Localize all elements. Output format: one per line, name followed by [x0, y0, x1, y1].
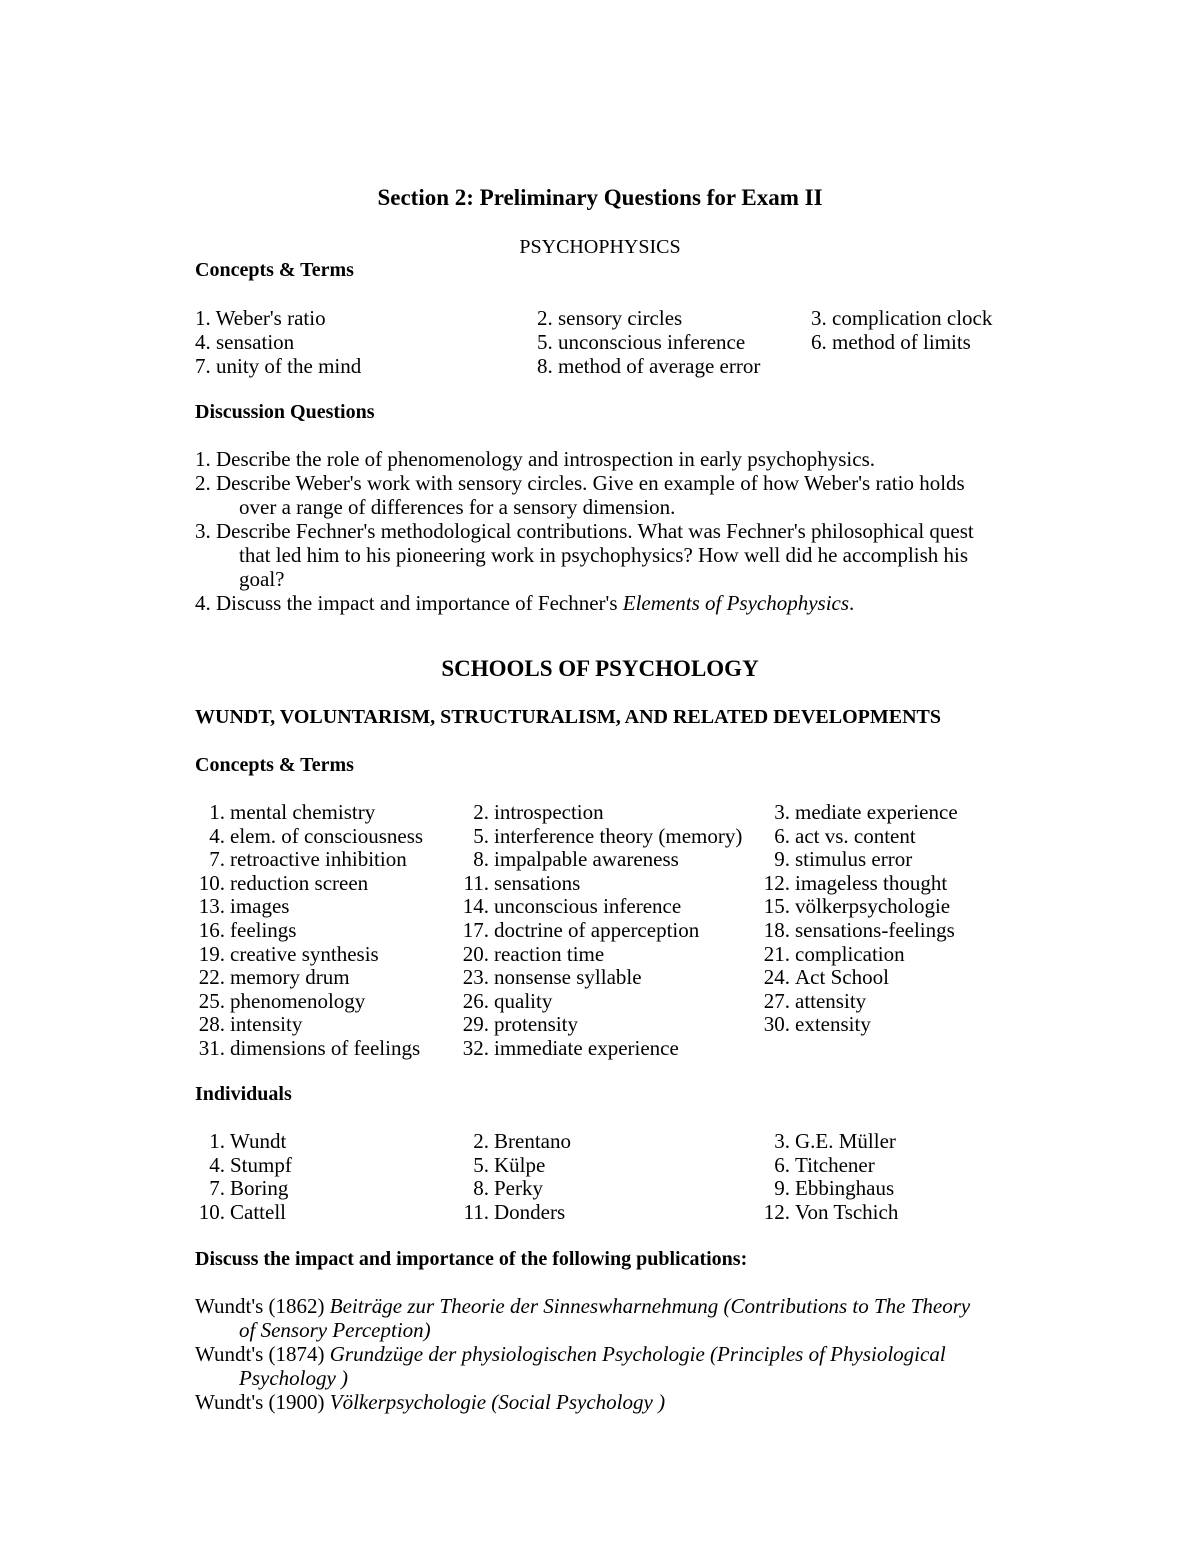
concepts-terms-heading: Concepts & Terms	[195, 259, 354, 281]
school-term-row	[0, 1012, 1200, 1036]
school-term-number: 20.	[462, 941, 489, 966]
school-term-number: 27.	[763, 988, 790, 1013]
school-term-number: 2.	[473, 800, 489, 824]
publication-1-title-cont: of Sensory Perception)	[239, 1318, 431, 1342]
individual-text: Titchener	[795, 1152, 875, 1177]
individual-number: 5.	[473, 1152, 489, 1177]
term-item: 5. unconscious inference	[537, 330, 746, 354]
individual-text: Brentano	[494, 1129, 571, 1153]
individual-text: Stumpf	[230, 1152, 292, 1177]
school-term-text: reduction screen	[230, 870, 369, 895]
term-row	[0, 306, 1200, 330]
school-term-number: 30.	[763, 1012, 790, 1037]
school-term-row	[0, 824, 1200, 848]
school-term-text: retroactive inhibition	[230, 847, 407, 872]
term-item: 4. sensation	[195, 330, 295, 354]
school-term-text: interference theory (memory)	[494, 823, 743, 848]
school-term-row	[0, 965, 1200, 989]
publications-heading: Discuss the impact and importance of the following publications:	[195, 1248, 748, 1270]
school-term-text: Act School	[795, 965, 889, 990]
school-term-text: protensity	[494, 1012, 578, 1037]
school-term-row	[0, 800, 1200, 824]
school-term-number: 3.	[774, 800, 790, 824]
school-term-text: dimensions of feelings	[230, 1036, 421, 1060]
publications-list	[195, 1294, 1080, 1414]
publication-2-title: Grundzüge der physiologischen Psychologie (Principles of Physiological	[329, 1342, 946, 1366]
discussion-questions-heading: Discussion Questions	[195, 401, 375, 423]
question-4	[195, 591, 1080, 615]
school-term-number: 26.	[462, 988, 489, 1013]
school-term-text: reaction time	[494, 941, 605, 966]
individual-row	[0, 1153, 1200, 1177]
school-term-number: 10.	[198, 870, 225, 895]
term-item: 8. method of average error	[537, 354, 761, 378]
individuals-heading: Individuals	[195, 1083, 292, 1105]
individual-number: 2.	[473, 1129, 489, 1153]
school-term-number: 31.	[198, 1036, 225, 1060]
school-term-text: images	[230, 894, 290, 919]
term-row	[0, 330, 1200, 354]
school-term-row	[0, 942, 1200, 966]
publication-2-author: Wundt's (1874)	[195, 1342, 330, 1366]
question-1: 1. Describe the role of phenomenology and introspection in early psychophysics.	[195, 447, 875, 471]
psychophysics-heading: PSYCHOPHYSICS	[519, 236, 681, 258]
term-row	[0, 354, 1200, 378]
school-term-text: imageless thought	[795, 870, 948, 895]
school-term-number: 22.	[198, 965, 225, 990]
term-item: 6. method of limits	[811, 330, 971, 354]
school-term-text: creative synthesis	[230, 941, 379, 966]
school-term-number: 32.	[462, 1036, 489, 1060]
term-item: 2. sensory circles	[537, 306, 683, 330]
individual-number: 7.	[209, 1176, 225, 1201]
publication-1-author: Wundt's (1862)	[195, 1294, 330, 1318]
school-term-text: elem. of consciousness	[230, 823, 424, 848]
school-term-number: 4.	[209, 823, 225, 848]
school-term-number: 25.	[198, 988, 225, 1013]
school-term-row	[0, 894, 1200, 918]
school-term-text: extensity	[795, 1012, 871, 1037]
school-term-text: nonsense syllable	[494, 965, 642, 990]
question-4-text: 4. Discuss the impact and importance of Fechner's	[195, 591, 623, 615]
question-3-line-2: that led him to his pioneering work in psychophysics? How well did he accomplish his	[239, 543, 969, 567]
school-term-text: immediate experience	[494, 1036, 679, 1060]
school-term-number: 17.	[462, 918, 489, 942]
school-term-number: 16.	[198, 918, 225, 942]
school-term-text: impalpable awareness	[494, 847, 679, 872]
school-term-number: 19.	[198, 941, 225, 966]
school-term-text: phenomenology	[230, 988, 366, 1013]
school-term-number: 8.	[473, 847, 489, 872]
school-term-text: mediate experience	[795, 800, 958, 824]
question-2-line-1: 2. Describe Weber's work with sensory circles. Give en example of how Weber's ratio holds	[195, 471, 965, 495]
individual-number: 4.	[209, 1152, 225, 1177]
individual-text: Cattell	[230, 1199, 286, 1224]
school-term-number: 18.	[763, 918, 790, 942]
individual-row	[0, 1200, 1200, 1224]
school-term-text: sensations-feelings	[795, 918, 955, 942]
individual-row	[0, 1176, 1200, 1200]
individual-number: 12.	[763, 1199, 790, 1224]
school-term-text: sensations	[494, 870, 581, 895]
school-term-number: 7.	[209, 847, 225, 872]
individual-number: 6.	[774, 1152, 790, 1177]
individual-text: Wundt	[230, 1129, 287, 1153]
individual-number: 3.	[774, 1129, 790, 1153]
school-term-number: 15.	[763, 894, 790, 919]
school-term-number: 6.	[774, 823, 790, 848]
individual-row	[0, 1129, 1200, 1153]
school-term-number: 24.	[763, 965, 790, 990]
publication-1-title: Beiträge zur Theorie der Sinneswharnehmung (Contributions to The Theory	[329, 1294, 971, 1318]
school-term-number: 5.	[473, 823, 489, 848]
school-term-text: act vs. content	[795, 823, 916, 848]
question-2-line-2: over a range of differences for a sensory dimension.	[239, 495, 676, 519]
individual-text: G.E. Müller	[795, 1129, 896, 1153]
question-2	[195, 471, 1080, 519]
school-term-text: feelings	[230, 918, 297, 942]
schools-heading: SCHOOLS OF PSYCHOLOGY	[441, 656, 759, 681]
school-term-number: 11.	[463, 870, 489, 895]
school-term-number: 12.	[763, 870, 790, 895]
question-4-end: .	[849, 591, 855, 615]
question-4-book-title: Elements of Psychophysics	[622, 591, 850, 615]
term-item: 1. Weber's ratio	[195, 306, 326, 330]
school-term-row	[0, 918, 1200, 942]
individual-text: Boring	[230, 1176, 289, 1201]
publication-1	[195, 1294, 1080, 1342]
school-term-text: quality	[494, 988, 553, 1013]
school-term-number: 1.	[209, 800, 225, 824]
school-term-text: unconscious inference	[494, 894, 682, 919]
individual-number: 11.	[463, 1199, 489, 1224]
individual-text: Von Tschich	[795, 1199, 899, 1224]
question-3	[195, 519, 1080, 591]
individual-number: 8.	[473, 1176, 489, 1201]
question-3-line-3: goal?	[239, 567, 285, 591]
school-term-text: völkerpsychologie	[795, 894, 951, 919]
school-term-number: 9.	[774, 847, 790, 872]
publication-2	[195, 1342, 1080, 1390]
page-title: Section 2: Preliminary Questions for Exam II	[377, 185, 823, 210]
school-term-row	[0, 871, 1200, 895]
school-term-text: stimulus error	[795, 847, 913, 872]
school-term-number: 23.	[462, 965, 489, 990]
school-term-text: mental chemistry	[230, 800, 376, 824]
publication-3	[195, 1390, 1080, 1414]
school-term-number: 21.	[763, 941, 790, 966]
publication-2-title-cont: Psychology )	[239, 1366, 349, 1390]
individual-number: 9.	[774, 1176, 790, 1201]
school-term-text: complication	[795, 941, 905, 966]
term-item: 3. complication clock	[811, 306, 993, 330]
individual-text: Donders	[494, 1199, 566, 1224]
publication-3-title: Völkerpsychologie (Social Psychology )	[329, 1390, 666, 1414]
schools-subheading: WUNDT, VOLUNTARISM, STRUCTURALISM, AND RELATED DEVELOPMENTS	[195, 706, 941, 728]
individual-number: 10.	[198, 1199, 225, 1224]
discussion-questions	[195, 447, 1080, 615]
school-term-row	[0, 989, 1200, 1013]
school-term-text: intensity	[230, 1012, 303, 1037]
individual-text: Perky	[494, 1176, 543, 1201]
individual-number: 1.	[209, 1129, 225, 1153]
school-term-number: 29.	[462, 1012, 489, 1037]
school-term-number: 28.	[198, 1012, 225, 1037]
school-term-text: memory drum	[230, 965, 350, 990]
school-term-text: attensity	[795, 988, 867, 1013]
school-term-row	[0, 847, 1200, 871]
school-term-row	[0, 1036, 1200, 1060]
school-term-number: 13.	[198, 894, 225, 919]
school-term-text: doctrine of apperception	[494, 918, 700, 942]
individual-text: Külpe	[494, 1152, 546, 1177]
individual-text: Ebbinghaus	[795, 1176, 895, 1201]
school-term-text: introspection	[494, 800, 604, 824]
question-3-line-1: 3. Describe Fechner's methodological contributions. What was Fechner's philosophical quest	[195, 519, 974, 543]
school-term-number: 14.	[462, 894, 489, 919]
publication-3-author: Wundt's (1900)	[195, 1390, 330, 1414]
term-item: 7. unity of the mind	[195, 354, 362, 378]
schools-concepts-heading: Concepts & Terms	[195, 754, 354, 776]
